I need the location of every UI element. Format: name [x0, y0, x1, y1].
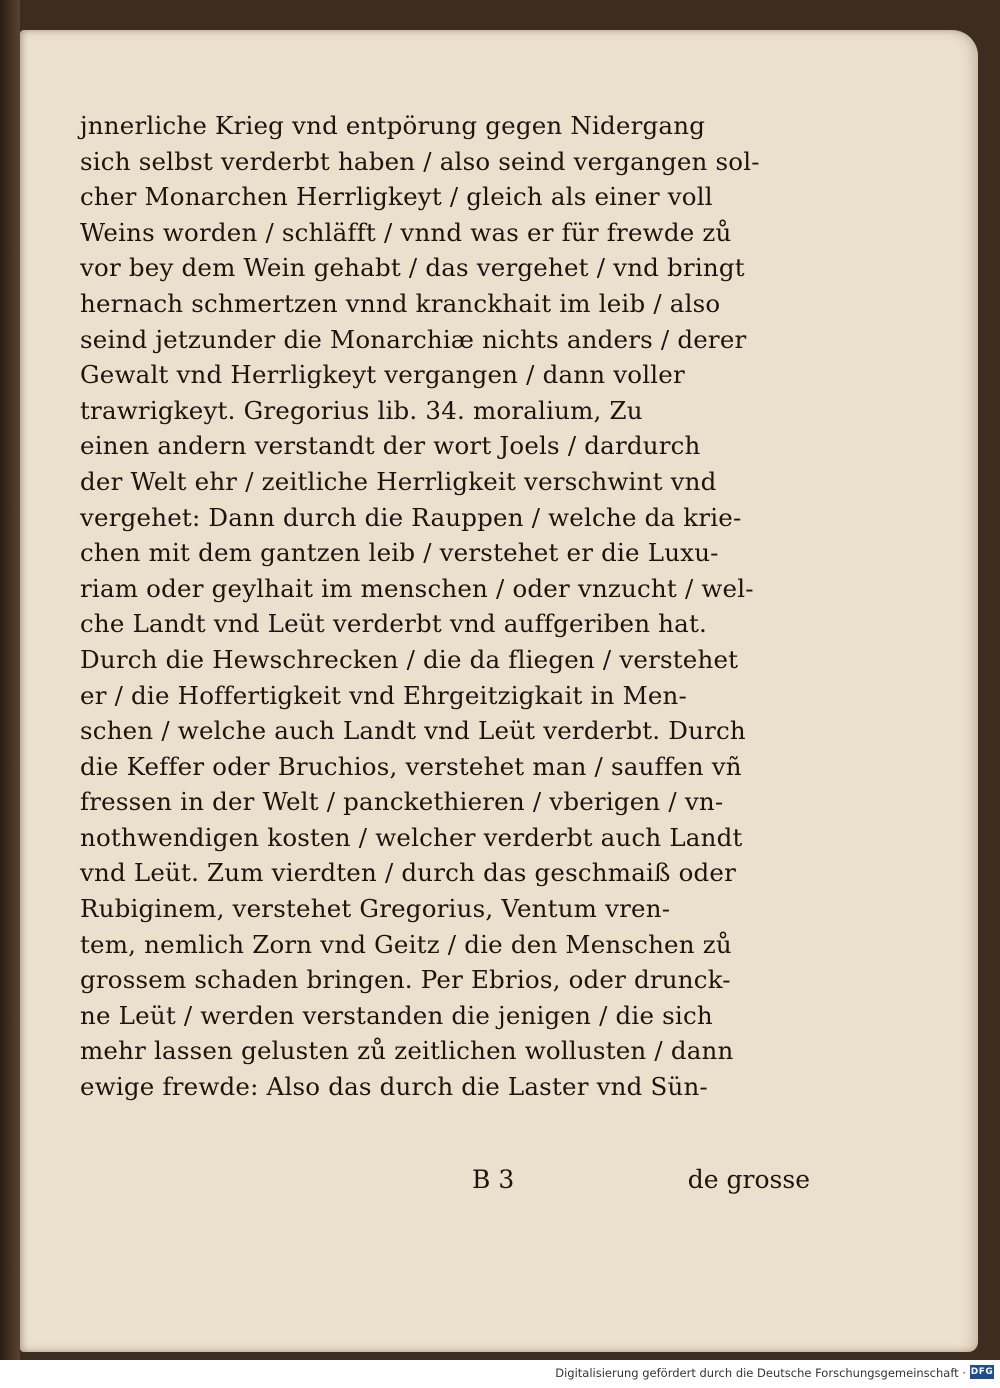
text-line: riam oder geylhait im menschen / oder vnzucht / wel- [80, 573, 754, 603]
text-line: vnd Leüt. Zum vierdten / durch das geschmaiß oder [80, 858, 737, 888]
text-line: ne Leüt / werden verstanden die jenigen / die sich [80, 1000, 713, 1030]
text-line: einen andern verstandt der wort Joels / dardurch [80, 431, 701, 461]
credit-bar [0, 1360, 1000, 1388]
text-line: die Keffer oder Bruchios, verstehet man / sauffen vñ [80, 751, 742, 781]
text-line: seind jetzunder die Monarchiæ nichts anders / derer [80, 324, 747, 354]
text-line: schen / welche auch Landt vnd Leüt verderbt. Durch [80, 716, 746, 746]
text-line: der Welt ehr / zeitliche Herrligkeit verschwint vnd [80, 466, 717, 496]
text-line: ewige frewde: Also das durch die Laster vnd Sün- [80, 1072, 708, 1102]
scan-left-edge [0, 0, 20, 1360]
text-line: sich selbst verderbt haben / also seind vergangen sol- [80, 146, 760, 176]
text-line: vor bey dem Wein gehabt / das vergehet / vnd bringt [80, 253, 745, 283]
text-line: chen mit dem gantzen leib / verstehet er die Luxu- [80, 538, 719, 568]
text-line: grossem schaden bringen. Per Ebrios, oder drunck- [80, 965, 731, 995]
text-line: er / die Hoffertigkeit vnd Ehrgeitzigkait in Men- [80, 680, 688, 710]
text-line: nothwendigen kosten / welcher verderbt auch Landt [80, 822, 743, 852]
text-line: Rubiginem, verstehet Gregorius, Ventum vren- [80, 894, 671, 924]
text-line: Durch die Hewschrecken / die da fliegen / verstehet [80, 644, 739, 674]
page-footer [80, 1162, 820, 1198]
text-line: fressen in der Welt / panckethieren / vberigen / vn- [80, 787, 724, 817]
dfg-logo: DFG [970, 1367, 994, 1377]
funding-credit: Digitalisierung gefördert durch die Deutsche Forschungsgemeinschaft · [555, 1366, 966, 1380]
text-line: cher Monarchen Herrligkeyt / gleich als einer voll [80, 182, 713, 212]
text-line: hernach schmertzen vnnd kranckhait im leib / also [80, 288, 721, 318]
text-line: vergehet: Dann durch die Rauppen / welche da krie- [80, 502, 742, 532]
text-line: Weins worden / schläfft / vnnd was er für frewde zů [80, 217, 732, 247]
page-text-block [80, 108, 820, 1105]
text-line: trawrigkeyt. Gregorius lib. 34. moralium, Zu [80, 395, 643, 425]
text-line: che Landt vnd Leüt verderbt vnd auffgeriben hat. [80, 609, 708, 639]
text-line: tem, nemlich Zorn vnd Geitz / die den Menschen zů [80, 929, 732, 959]
text-line: Gewalt vnd Herrligkeyt vergangen / dann voller [80, 360, 685, 390]
signature-mark: B 3 [472, 1165, 515, 1194]
text-line: mehr lassen gelusten zů zeitlichen wollusten / dann [80, 1036, 734, 1066]
book-page [20, 30, 978, 1352]
catchword: de grosse [687, 1165, 810, 1194]
text-line: jnnerliche Krieg vnd entpörung gegen Nidergang [80, 111, 706, 140]
